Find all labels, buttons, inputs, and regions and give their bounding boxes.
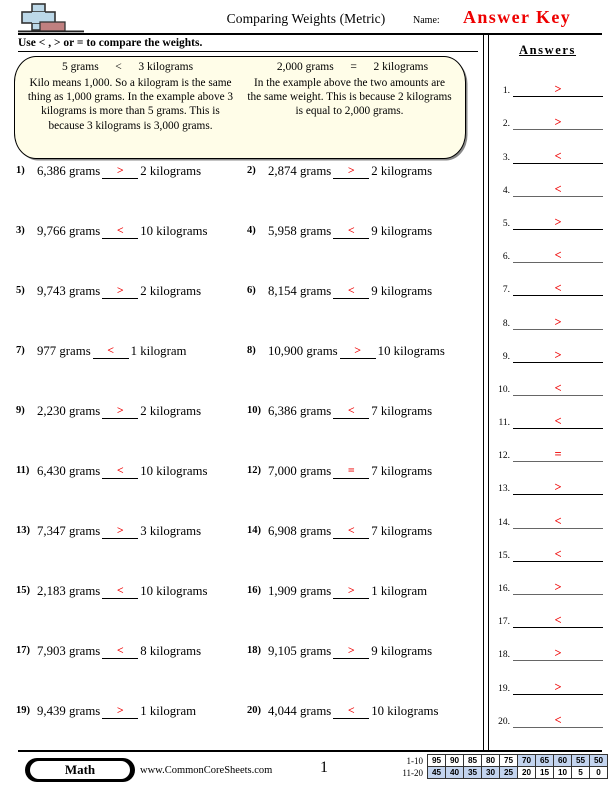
example-explanations-row xyxy=(15,76,465,133)
problem-3 xyxy=(0,224,241,284)
example-right-b: 2 kilograms xyxy=(373,61,429,73)
problem-number: 15) xyxy=(16,585,30,596)
score-table xyxy=(393,754,608,779)
problem-row xyxy=(0,524,483,584)
problem-grid xyxy=(0,164,483,764)
problem-12 xyxy=(241,464,482,524)
problem-1 xyxy=(0,164,241,224)
answer-number: 6. xyxy=(502,252,510,263)
problem-left-value: 9,743 grams xyxy=(37,284,101,298)
answer-value[interactable]: > xyxy=(513,116,603,130)
problem-right-value: 10 kilograms xyxy=(140,464,208,478)
problem-left-value: 5,958 grams xyxy=(268,224,332,238)
answer-value[interactable]: > xyxy=(513,349,603,363)
answer-number: 7. xyxy=(502,285,510,296)
answer-row xyxy=(487,396,612,429)
answer-blank[interactable]: < xyxy=(102,583,138,599)
problem-left-value: 6,386 grams xyxy=(268,404,332,418)
answer-number: 2. xyxy=(502,119,510,130)
answer-number: 14. xyxy=(498,517,510,528)
problem-number: 12) xyxy=(247,465,261,476)
problem-left-value: 6,386 grams xyxy=(37,164,101,178)
problem-9 xyxy=(0,404,241,464)
answer-blank[interactable]: > xyxy=(102,703,138,719)
answer-blank[interactable]: < xyxy=(333,403,369,419)
example-left-explanation: Kilo means 1,000. So a kilogram is the same thing as 1,000 grams. In the example above 3 kilograms is more than 5 grams. This is because 3 kilograms is 3,000 grams. xyxy=(27,77,234,132)
score-table-row xyxy=(393,767,608,779)
problem-number: 18) xyxy=(247,645,261,656)
problem-body xyxy=(34,224,207,240)
problem-body xyxy=(265,524,432,540)
answer-blank[interactable]: > xyxy=(333,163,369,179)
score-cell: 70 xyxy=(518,755,536,767)
page-footer xyxy=(0,750,612,792)
answer-blank[interactable]: < xyxy=(102,223,138,239)
problem-number: 10) xyxy=(247,405,261,416)
problem-body xyxy=(34,464,207,480)
answer-row xyxy=(487,64,612,97)
problem-left-value: 7,347 grams xyxy=(37,524,101,538)
page-title: Comparing Weights (Metric) xyxy=(226,11,386,26)
problem-right-value: 1 kilogram xyxy=(130,344,187,358)
problem-number: 2) xyxy=(247,165,256,176)
problem-number: 14) xyxy=(247,525,261,536)
answer-row xyxy=(487,197,612,230)
score-cell: 85 xyxy=(464,755,482,767)
problem-left-value: 8,154 grams xyxy=(268,284,332,298)
example-right-explanation: In the example above the two amounts are the same weight. This is because 2 kilograms is equal to 2,000 grams. xyxy=(247,77,452,118)
problem-left-value: 977 grams xyxy=(37,344,91,358)
problem-right-value: 10 kilograms xyxy=(377,344,445,358)
problem-body xyxy=(265,704,438,720)
answer-number: 4. xyxy=(502,185,510,196)
answer-value[interactable]: > xyxy=(513,83,603,97)
problem-17 xyxy=(0,644,241,704)
problem-left-value: 9,766 grams xyxy=(37,224,101,238)
answer-number: 9. xyxy=(502,351,510,362)
answer-row xyxy=(487,661,612,694)
problem-left-value: 7,000 grams xyxy=(268,464,332,478)
problem-row xyxy=(0,164,483,224)
answer-value[interactable]: < xyxy=(513,282,603,296)
answer-row xyxy=(487,97,612,130)
problem-5 xyxy=(0,284,241,344)
score-cell: 90 xyxy=(446,755,464,767)
score-cell: 20 xyxy=(518,767,536,779)
problem-right-value: 10 kilograms xyxy=(140,224,208,238)
problem-number: 11) xyxy=(16,465,30,476)
problem-14 xyxy=(241,524,482,584)
score-cell: 5 xyxy=(572,767,590,779)
problem-left-value: 9,105 grams xyxy=(268,644,332,658)
answer-value[interactable]: < xyxy=(513,249,603,263)
answer-blank[interactable]: < xyxy=(102,643,138,659)
answer-blank[interactable]: < xyxy=(102,463,138,479)
answer-value[interactable]: > xyxy=(513,581,603,595)
score-cell: 0 xyxy=(590,767,608,779)
example-right-operator: = xyxy=(350,61,357,73)
score-cell: 55 xyxy=(572,755,590,767)
problem-left-value: 2,230 grams xyxy=(37,404,101,418)
score-cell: 60 xyxy=(554,755,572,767)
answer-row xyxy=(487,296,612,329)
problem-15 xyxy=(0,584,241,644)
problem-right-value: 2 kilograms xyxy=(140,284,202,298)
answers-panel-title: Answers xyxy=(518,43,577,57)
example-right-expression xyxy=(240,61,465,73)
problem-right-value: 10 kilograms xyxy=(371,704,439,718)
problem-body xyxy=(265,404,432,420)
problem-2 xyxy=(241,164,482,224)
problem-right-value: 10 kilograms xyxy=(140,584,208,598)
problem-left-value: 2,183 grams xyxy=(37,584,101,598)
answer-blank[interactable]: < xyxy=(333,283,369,299)
problem-right-value: 9 kilograms xyxy=(371,644,433,658)
problem-body xyxy=(265,464,432,480)
problem-right-value: 9 kilograms xyxy=(371,224,433,238)
problem-number: 7) xyxy=(16,345,25,356)
answer-blank[interactable]: > xyxy=(333,643,369,659)
problem-right-value: 3 kilograms xyxy=(140,524,202,538)
problem-right-value: 2 kilograms xyxy=(371,164,433,178)
score-cell: 65 xyxy=(536,755,554,767)
subject-badge-label: Math xyxy=(30,761,130,779)
answer-number: 1. xyxy=(502,86,510,97)
example-right-a: 2,000 grams xyxy=(276,61,334,73)
problem-number: 16) xyxy=(247,585,261,596)
problem-16 xyxy=(241,584,482,644)
site-url: www.CommonCoreSheets.com xyxy=(140,765,273,776)
problem-number: 19) xyxy=(16,705,30,716)
answer-number: 15. xyxy=(498,550,510,561)
problem-left-value: 10,900 grams xyxy=(268,344,338,358)
problem-number: 8) xyxy=(247,345,256,356)
problem-body xyxy=(34,404,201,420)
problem-row xyxy=(0,404,483,464)
answer-value[interactable]: = xyxy=(513,448,603,462)
problem-body xyxy=(265,224,432,240)
answers-panel xyxy=(487,34,612,750)
problem-number: 5) xyxy=(16,285,25,296)
problem-18 xyxy=(241,644,482,704)
problem-body xyxy=(34,584,207,600)
answer-row xyxy=(487,230,612,263)
answer-row xyxy=(487,695,612,728)
answer-row xyxy=(487,330,612,363)
score-cell: 45 xyxy=(428,767,446,779)
name-label: Name: xyxy=(413,15,440,26)
answer-number: 12. xyxy=(498,451,510,462)
answer-value[interactable]: > xyxy=(513,681,603,695)
example-expressions-row xyxy=(15,61,465,73)
answer-number: 20. xyxy=(498,716,510,727)
answer-number: 11. xyxy=(498,418,510,429)
answer-value[interactable]: < xyxy=(513,614,603,628)
answer-number: 16. xyxy=(498,584,510,594)
problem-left-value: 6,430 grams xyxy=(37,464,101,478)
problem-right-value: 1 kilogram xyxy=(140,704,197,718)
answer-value[interactable]: > xyxy=(513,216,603,230)
problem-row xyxy=(0,224,483,284)
problem-right-value: 8 kilograms xyxy=(140,644,202,658)
subject-badge xyxy=(25,758,135,782)
answer-value[interactable]: < xyxy=(513,382,603,396)
problem-4 xyxy=(241,224,482,284)
score-cell: 40 xyxy=(446,767,464,779)
problem-number: 20) xyxy=(247,705,261,716)
answer-value[interactable]: < xyxy=(513,515,603,529)
answer-blank[interactable]: < xyxy=(333,523,369,539)
answer-row xyxy=(487,429,612,462)
answer-blank[interactable]: > xyxy=(102,163,138,179)
answer-blank[interactable]: > xyxy=(102,283,138,299)
example-left-expression xyxy=(15,61,240,73)
problem-right-value: 7 kilograms xyxy=(371,524,433,538)
answer-row xyxy=(487,628,612,661)
example-left-b: 3 kilograms xyxy=(138,61,194,73)
score-cell: 30 xyxy=(482,767,500,779)
problem-left-value: 2,874 grams xyxy=(268,164,332,178)
problem-body xyxy=(34,164,201,180)
footer-divider xyxy=(18,750,602,752)
example-box xyxy=(14,56,466,159)
page-number: 1 xyxy=(320,759,328,776)
problem-number: 4) xyxy=(247,225,256,236)
problem-left-value: 9,439 grams xyxy=(37,704,101,718)
answer-blank[interactable]: > xyxy=(102,523,138,539)
problem-row xyxy=(0,284,483,344)
problem-number: 9) xyxy=(16,405,25,416)
problem-number: 13) xyxy=(16,525,30,536)
score-cell: 75 xyxy=(500,755,518,767)
problem-number: 17) xyxy=(16,645,30,656)
problem-right-value: 9 kilograms xyxy=(371,284,433,298)
problem-left-value: 7,903 grams xyxy=(37,644,101,658)
answer-blank[interactable]: < xyxy=(93,343,129,359)
problem-10 xyxy=(241,404,482,464)
problem-right-value: 2 kilograms xyxy=(140,404,202,418)
answer-blank[interactable]: > xyxy=(340,343,376,359)
problem-row xyxy=(0,584,483,644)
problem-body xyxy=(265,644,432,660)
problem-number: 1) xyxy=(16,165,25,176)
score-cell: 80 xyxy=(482,755,500,767)
answer-row xyxy=(487,263,612,296)
answer-blank[interactable]: = xyxy=(333,463,369,479)
problem-8 xyxy=(241,344,482,404)
score-cell: 10 xyxy=(554,767,572,779)
answer-blank[interactable]: < xyxy=(333,223,369,239)
answer-row xyxy=(487,462,612,495)
answer-value[interactable]: > xyxy=(513,316,603,330)
answer-value[interactable]: > xyxy=(513,481,603,495)
problem-row xyxy=(0,644,483,704)
problem-6 xyxy=(241,284,482,344)
answer-value[interactable]: < xyxy=(513,714,603,728)
problem-left-value: 4,044 grams xyxy=(268,704,332,718)
score-cell: 50 xyxy=(590,755,608,767)
problem-body xyxy=(265,164,432,180)
problem-13 xyxy=(0,524,241,584)
answer-row xyxy=(487,363,612,396)
problem-body xyxy=(265,584,427,600)
example-left-operator: < xyxy=(115,61,122,73)
problem-left-value: 6,908 grams xyxy=(268,524,332,538)
page-header xyxy=(0,0,612,36)
problem-body xyxy=(34,344,186,360)
answers-list xyxy=(487,64,612,728)
answer-blank[interactable]: < xyxy=(333,703,369,719)
problem-right-value: 2 kilograms xyxy=(140,164,202,178)
problem-body xyxy=(265,344,445,360)
problem-body xyxy=(265,284,432,300)
answer-key-stamp: Answer Key xyxy=(463,7,572,27)
answer-row xyxy=(487,529,612,562)
score-cell: 95 xyxy=(428,755,446,767)
answer-value[interactable]: > xyxy=(513,647,603,661)
problem-right-value: 7 kilograms xyxy=(371,464,433,478)
answer-row xyxy=(487,562,612,595)
answer-number: 8. xyxy=(502,318,510,329)
problem-left-value: 1,909 grams xyxy=(268,584,332,598)
problem-row xyxy=(0,464,483,524)
answer-row xyxy=(487,595,612,628)
answer-number: 13. xyxy=(498,484,510,495)
answer-blank[interactable]: > xyxy=(333,583,369,599)
problem-body xyxy=(34,704,196,720)
answer-number: 3. xyxy=(502,152,510,163)
score-row-label: 11-20 xyxy=(402,767,423,778)
problem-right-value: 7 kilograms xyxy=(371,404,433,418)
worksheet-area xyxy=(0,52,483,742)
answer-number: 5. xyxy=(502,218,510,229)
answer-number: 19. xyxy=(498,683,510,694)
answer-number: 10. xyxy=(498,384,510,395)
score-cell: 25 xyxy=(500,767,518,779)
answer-value[interactable]: < xyxy=(513,150,603,164)
problem-body xyxy=(34,284,201,300)
answer-number: 18. xyxy=(498,650,510,661)
score-cell: 15 xyxy=(536,767,554,779)
problem-7 xyxy=(0,344,241,404)
instruction-text: Use < , > or = to compare the weights. xyxy=(18,37,203,49)
problem-body xyxy=(34,644,201,660)
score-row-label: 1-10 xyxy=(406,755,423,766)
answer-row xyxy=(487,130,612,163)
problem-row xyxy=(0,344,483,404)
answer-value[interactable]: < xyxy=(513,415,603,429)
answer-number: 17. xyxy=(498,617,510,628)
problem-number: 3) xyxy=(16,225,25,236)
answer-blank[interactable]: > xyxy=(102,403,138,419)
problem-right-value: 1 kilogram xyxy=(371,584,428,598)
problem-number: 6) xyxy=(247,285,256,296)
score-cell: 35 xyxy=(464,767,482,779)
answer-row xyxy=(487,164,612,197)
score-table-row xyxy=(393,755,608,767)
answer-row xyxy=(487,495,612,528)
problem-body xyxy=(34,524,201,540)
problem-11 xyxy=(0,464,241,524)
example-left-a: 5 grams xyxy=(61,61,99,73)
answer-value[interactable]: < xyxy=(513,548,603,562)
answer-value[interactable]: < xyxy=(513,183,603,197)
